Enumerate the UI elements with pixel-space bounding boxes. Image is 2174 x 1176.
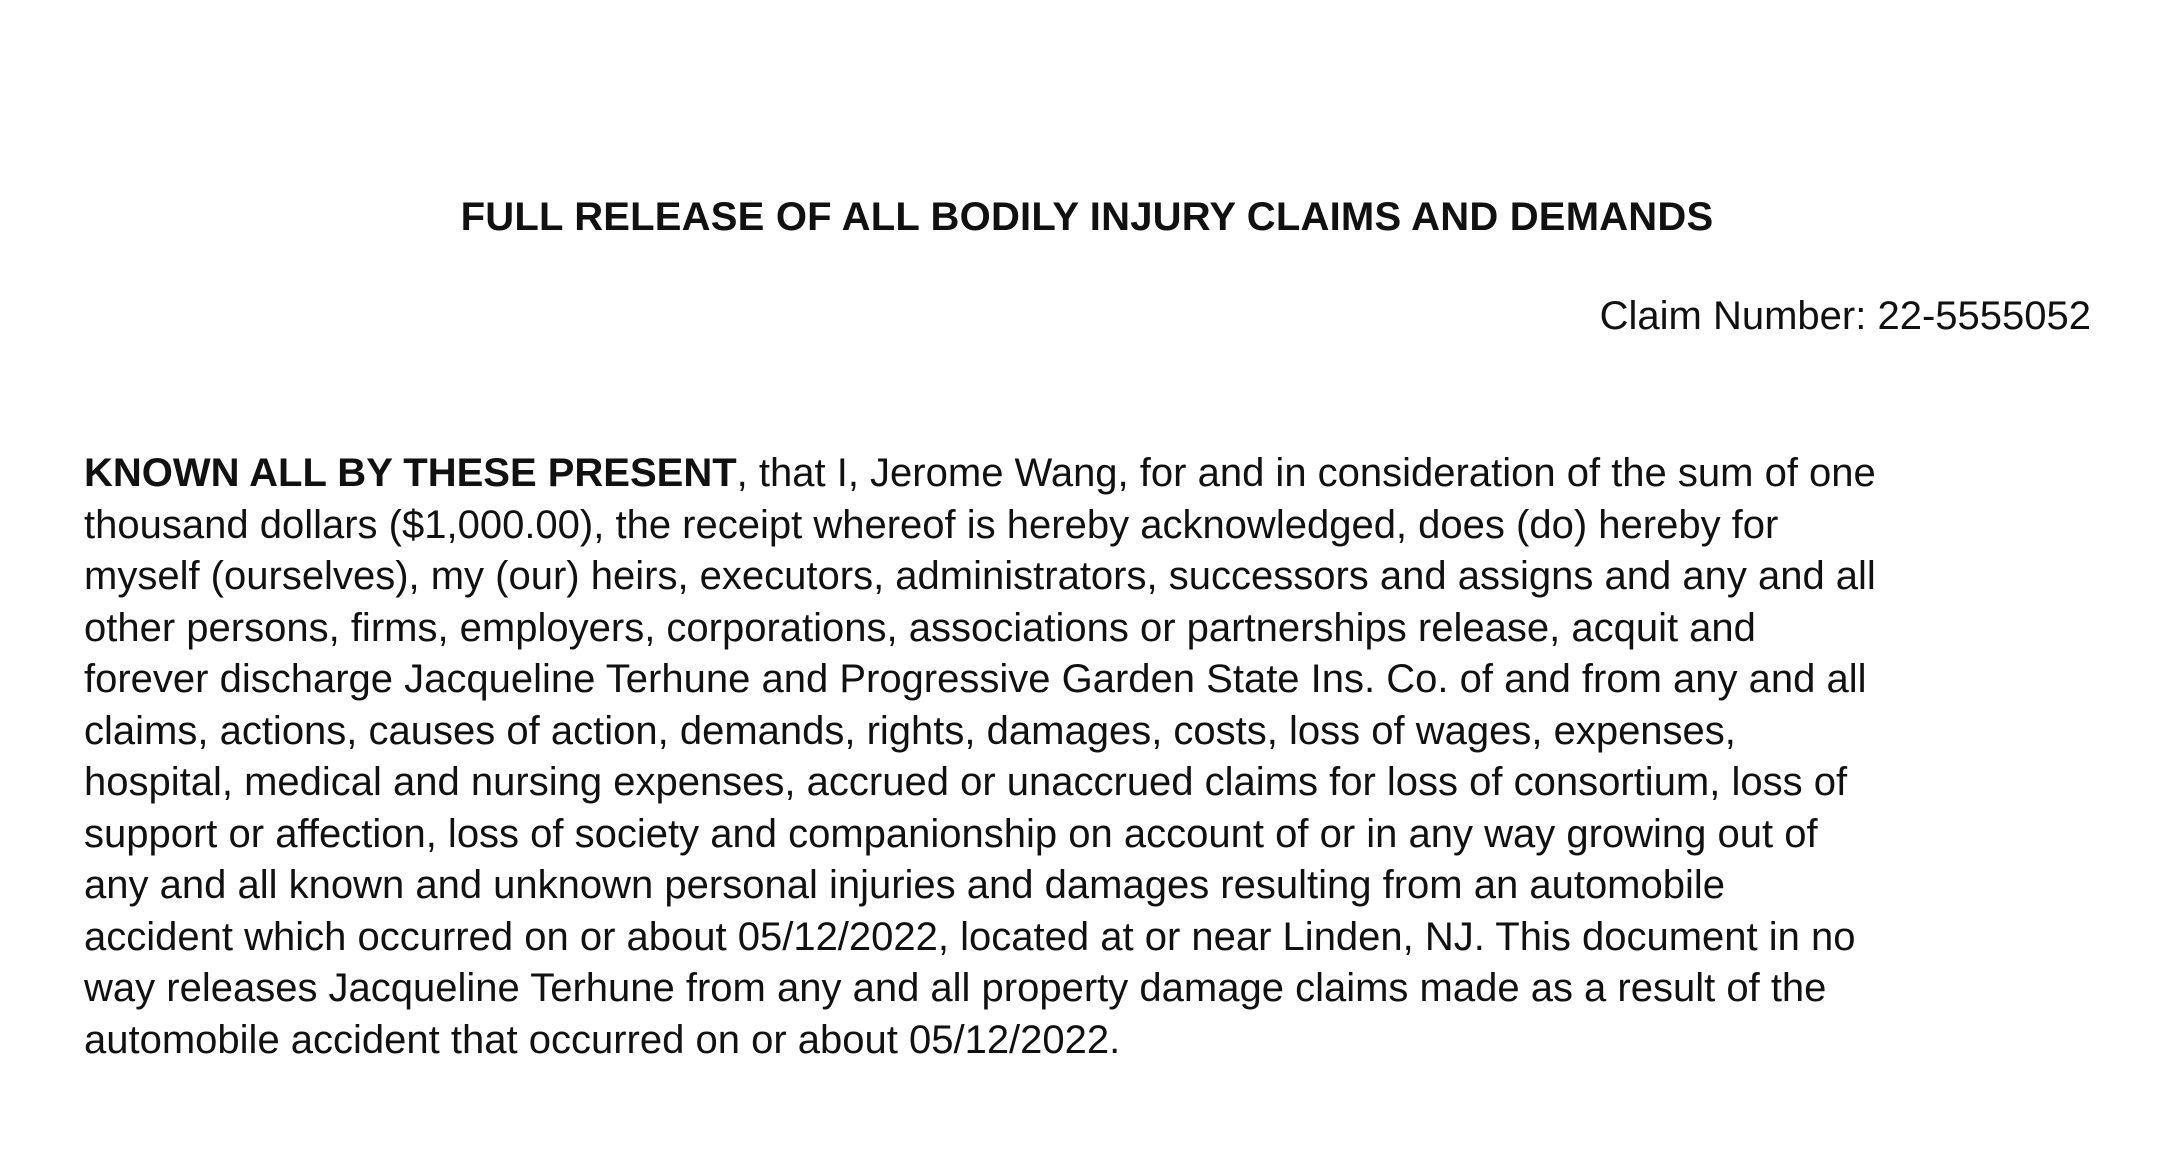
body-line-3: myself (ourselves), my (our) heirs, executors, administrators, successors and assigns and any and all: [84, 554, 1876, 598]
body-line-1-text: , that I, Jerome Wang, for and in consideration of the sum of one: [736, 451, 1876, 495]
body-line-9: any and all known and unknown personal injuries and damages resulting from an automobile: [84, 863, 1726, 907]
body-line-4: other persons, firms, employers, corporations, associations or partnerships release, acquit and: [84, 605, 1756, 650]
body-line-10: accident which occurred on or about 05/12/2022, located at or near Linden, NJ. This document in no: [84, 914, 1856, 959]
body-line-8: support or affection, loss of society and companionship on account of or in any way growing out of: [84, 811, 1818, 856]
claim-number: Claim Number: 22-5555052: [1599, 294, 2091, 338]
release-body: [84, 448, 2104, 1066]
body-line-12: automobile accident that occurred on or about 05/12/2022.: [84, 1017, 1121, 1062]
body-line-2: thousand dollars ($1,000.00), the receipt whereof is hereby acknowledged, does (do) hereby for: [84, 502, 1779, 547]
lead-phrase: KNOWN ALL BY THESE PRESENT: [84, 451, 737, 495]
body-line-6: claims, actions, causes of action, demands, rights, damages, costs, loss of wages, expenses,: [84, 708, 1736, 753]
body-line-1: [84, 448, 2104, 500]
body-line-11: way releases Jacqueline Terhune from any and all property damage claims made as a result of the: [84, 966, 1827, 1010]
body-line-5: forever discharge Jacqueline Terhune and Progressive Garden State Ins. Co. of and from any and all: [84, 657, 1867, 701]
document-title: FULL RELEASE OF ALL BODILY INJURY CLAIMS AND DEMANDS: [460, 195, 1714, 239]
body-line-7: hospital, medical and nursing expenses, accrued or unaccrued claims for loss of consortium, loss of: [84, 760, 1848, 804]
